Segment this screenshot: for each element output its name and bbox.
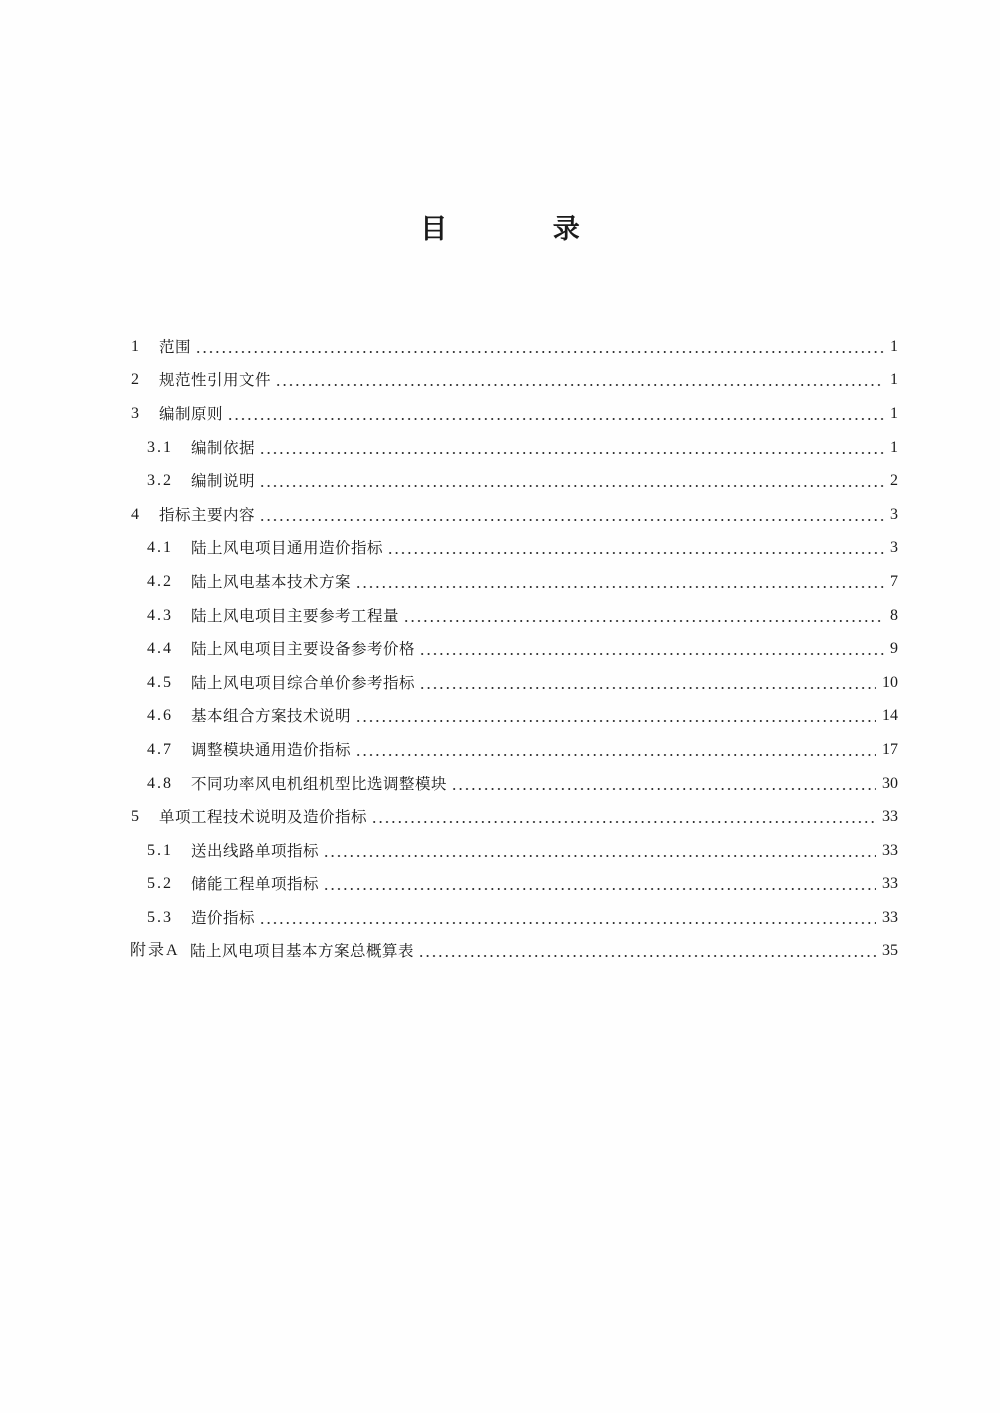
toc-entry[interactable] <box>0 800 1000 834</box>
toc-entry-label: 陆上风电项目主要参考工程量 <box>191 606 400 625</box>
dot-leader <box>355 570 884 594</box>
toc-entry-label: 造价指标 <box>191 908 256 927</box>
dot-leader <box>227 402 884 426</box>
dot-leader <box>419 671 876 695</box>
toc-entry-number: 4.3 <box>147 606 173 624</box>
toc-entry[interactable] <box>0 464 1000 498</box>
toc-entry-page: 1 <box>890 337 898 355</box>
toc-entry[interactable] <box>0 632 1000 666</box>
toc-entry-label: 基本组合方案技术说明 <box>191 707 352 726</box>
dot-leader <box>418 939 876 963</box>
toc-entry-number: 5.3 <box>147 908 173 926</box>
toc-entry-label: 编制说明 <box>191 472 256 491</box>
dot-leader <box>355 738 876 762</box>
toc-entry[interactable] <box>0 330 1000 364</box>
dot-leader <box>419 637 884 661</box>
toc-entry[interactable] <box>0 431 1000 465</box>
toc-title: 目 录 <box>420 214 628 245</box>
toc-entry-page: 8 <box>890 606 898 624</box>
dot-leader <box>275 368 884 392</box>
toc-entry[interactable] <box>0 666 1000 700</box>
toc-entry-label: 陆上风电基本技术方案 <box>191 572 352 591</box>
toc-entry-page: 3 <box>890 505 898 523</box>
toc-entry-label: 调整模块通用造价指标 <box>191 740 352 759</box>
toc-entry-number: 4.8 <box>147 774 173 792</box>
toc-entry-label: 陆上风电项目主要设备参考价格 <box>191 640 416 659</box>
toc-entry-number: 4.4 <box>147 640 173 658</box>
toc-entry-page: 30 <box>882 774 898 792</box>
toc-entry-appendix[interactable] <box>0 935 1000 969</box>
toc-entry-page: 9 <box>890 640 898 658</box>
dot-leader <box>195 335 884 359</box>
toc-entry-number: 4.6 <box>147 707 173 725</box>
dot-leader <box>403 604 884 628</box>
toc-entry[interactable] <box>0 700 1000 734</box>
toc-entry-number: 4 <box>131 505 141 523</box>
toc-entry-label: 不同功率风电机组机型比选调整模块 <box>191 774 448 793</box>
toc-list <box>0 330 1000 968</box>
toc-entry-label: 陆上风电项目基本方案总概算表 <box>190 942 415 961</box>
dot-leader <box>323 872 876 896</box>
toc-entry-page: 35 <box>882 942 898 960</box>
toc-entry-page: 10 <box>882 673 898 691</box>
toc-entry[interactable] <box>0 767 1000 801</box>
toc-entry-number: 附录A <box>130 942 180 960</box>
toc-entry-label: 陆上风电项目综合单价参考指标 <box>191 673 416 692</box>
dot-leader <box>259 436 884 460</box>
toc-entry-number: 4.1 <box>147 539 173 557</box>
toc-entry-number: 5 <box>131 808 141 826</box>
toc-entry-label: 规范性引用文件 <box>159 371 272 390</box>
toc-entry[interactable] <box>0 565 1000 599</box>
toc-entry-number: 4.7 <box>147 740 173 758</box>
toc-entry[interactable] <box>0 532 1000 566</box>
toc-entry-number: 5.1 <box>147 841 173 859</box>
dot-leader <box>259 469 884 493</box>
toc-entry-number: 3.1 <box>147 438 173 456</box>
dot-leader <box>355 704 876 728</box>
toc-entry-label: 编制依据 <box>191 438 256 457</box>
toc-entry-label: 指标主要内容 <box>159 505 256 524</box>
toc-entry-number: 5.2 <box>147 875 173 893</box>
toc-entry[interactable] <box>0 868 1000 902</box>
dot-leader <box>323 839 876 863</box>
toc-entry-label: 陆上风电项目通用造价指标 <box>191 539 384 558</box>
toc-entry-number: 4.5 <box>147 673 173 691</box>
toc-entry-page: 1 <box>890 404 898 422</box>
dot-leader <box>387 536 884 560</box>
dot-leader <box>371 805 876 829</box>
toc-entry-number: 2 <box>131 371 141 389</box>
toc-entry-page: 7 <box>890 572 898 590</box>
toc-entry-number: 3 <box>131 404 141 422</box>
toc-entry-page: 33 <box>882 908 898 926</box>
toc-entry-page: 17 <box>882 740 898 758</box>
toc-entry-label: 单项工程技术说明及造价指标 <box>159 808 368 827</box>
toc-entry[interactable] <box>0 733 1000 767</box>
toc-entry-page: 33 <box>882 841 898 859</box>
toc-entry-page: 2 <box>890 472 898 490</box>
toc-entry[interactable] <box>0 901 1000 935</box>
toc-entry[interactable] <box>0 364 1000 398</box>
toc-entry-number: 4.2 <box>147 572 173 590</box>
toc-entry-label: 储能工程单项指标 <box>191 875 320 894</box>
toc-entry-number: 3.2 <box>147 472 173 490</box>
toc-entry-page: 1 <box>890 371 898 389</box>
toc-entry-label: 编制原则 <box>159 404 224 423</box>
toc-entry[interactable] <box>0 498 1000 532</box>
dot-leader <box>259 906 876 930</box>
toc-entry[interactable] <box>0 834 1000 868</box>
toc-entry[interactable] <box>0 599 1000 633</box>
toc-entry-label: 范围 <box>159 337 192 356</box>
dot-leader <box>259 503 884 527</box>
toc-entry-number: 1 <box>131 337 141 355</box>
toc-entry-page: 1 <box>890 438 898 456</box>
toc-entry[interactable] <box>0 397 1000 431</box>
toc-entry-page: 14 <box>882 707 898 725</box>
toc-entry-page: 33 <box>882 875 898 893</box>
toc-entry-label: 送出线路单项指标 <box>191 841 320 860</box>
dot-leader <box>451 772 876 796</box>
toc-entry-page: 3 <box>890 539 898 557</box>
toc-entry-page: 33 <box>882 808 898 826</box>
